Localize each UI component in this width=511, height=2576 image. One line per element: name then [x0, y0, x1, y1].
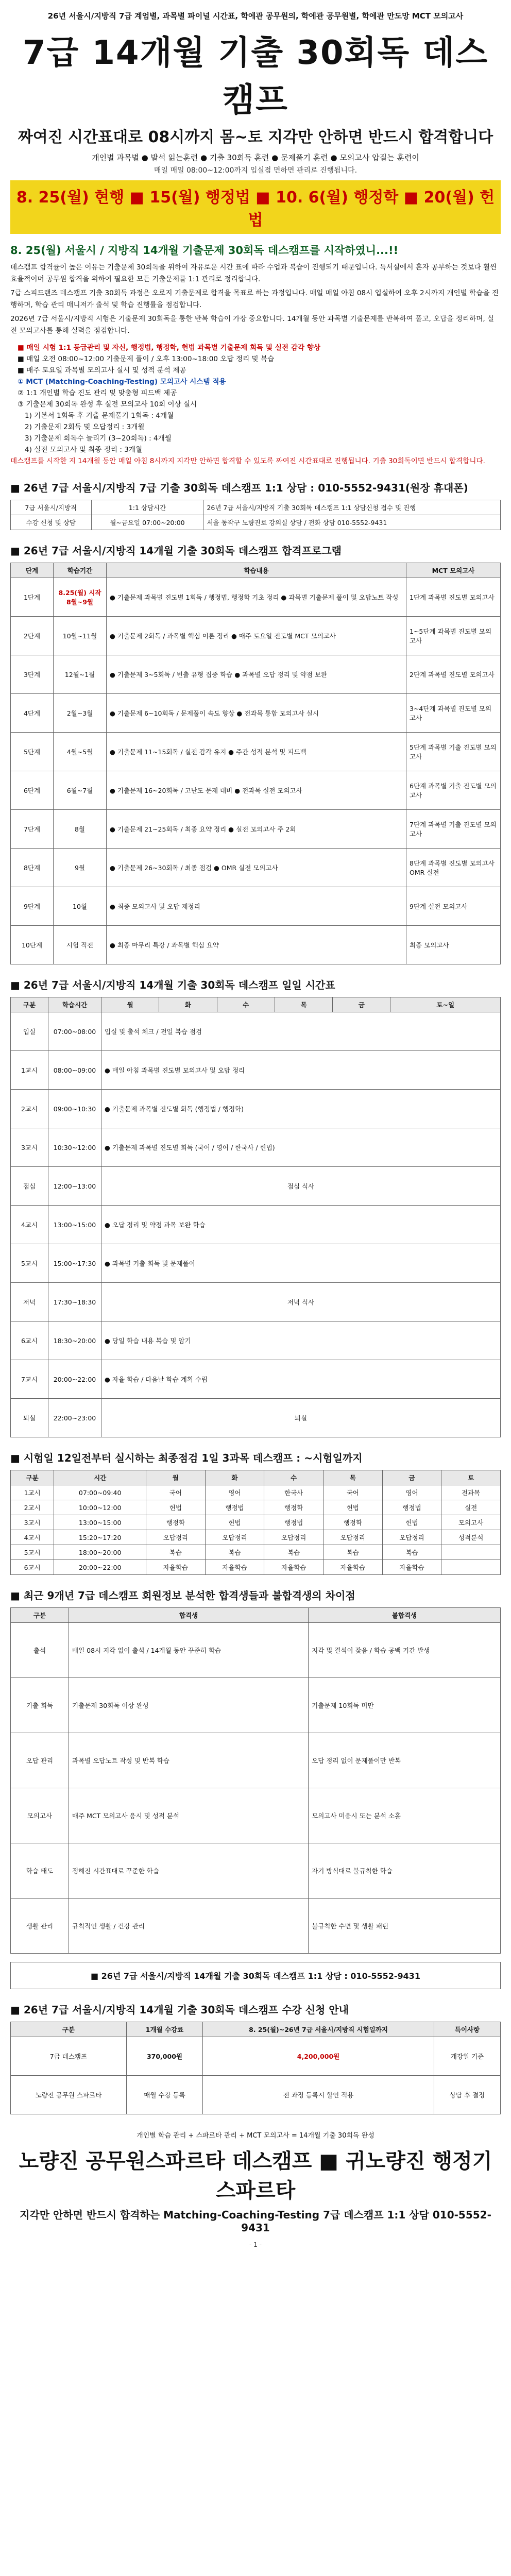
exam-table-heading: ■ 시험일 12일전부터 실시하는 최종점검 1일 3과목 데스캠프 : ~시험일까지 — [10, 1452, 363, 1464]
consult-box: ■ 26년 7급 서울시/지방직 14개월 기출 30회독 데스캠프 1:1 상담 : 010-5552-9431 — [10, 1962, 501, 1989]
table-row — [11, 1321, 501, 1360]
table-header: 구분 — [11, 1608, 69, 1623]
table-header: 구분 — [11, 2022, 127, 2037]
table-header: 특이사항 — [434, 2022, 500, 2037]
document-page — [10, 0, 501, 2248]
table-cell: 7교시 — [11, 1360, 48, 1399]
table-cell: 국어 — [323, 1485, 382, 1500]
table-cell: 12:00~13:00 — [48, 1167, 101, 1206]
table-row — [11, 771, 501, 810]
table-row — [11, 694, 501, 733]
table-cell: 전 과정 등록시 할인 적용 — [203, 2076, 434, 2114]
table-header: 합격생 — [69, 1608, 309, 1623]
table-header-row — [11, 563, 501, 578]
table-row — [11, 1843, 501, 1899]
consult-table-heading: ■ 26년 7급 서울시/지방직 7급 기출 30회독 데스캠프 1:1 상담 : 010-5552-9431(원장 휴대폰) — [10, 482, 468, 494]
table-cell: 서울 동작구 노량진로 강의실 상담 / 전화 상담 010-5552-9431 — [203, 515, 501, 530]
table-header-row — [11, 2022, 501, 2037]
page-subtitle: 짜여진 시간표대로 08시까지 몸~토 지각만 안하면 반드시 합격합니다 — [18, 128, 493, 146]
table-cell: 모의고사 — [11, 1788, 69, 1843]
table-cell: 시험 직전 — [54, 926, 107, 964]
table-row — [11, 2076, 501, 2114]
table-cell: ● 기출문제 21~25회독 / 최종 요약 정리 ● 실전 모의고사 주 2회 — [107, 810, 406, 849]
table-cell: ● 매일 아침 과목별 진도별 모의고사 및 오답 정리 — [101, 1051, 501, 1090]
table-cell: 영어 — [382, 1485, 441, 1500]
intro-item: ■ 매주 토요일 과목별 모의고사 실시 및 성적 분석 제공 — [18, 366, 186, 375]
fee-table-heading: ■ 26년 7급 서울시/지방직 14개월 기출 30회독 데스캠프 수강 신청 안내 — [10, 2004, 349, 2016]
table-cell: 4월~5월 — [54, 733, 107, 771]
table-cell: 6월~7월 — [54, 771, 107, 810]
table-cell: 행정학 — [146, 1515, 206, 1530]
table-cell: 9단계 실전 모의고사 — [406, 887, 501, 926]
table-cell: 10:00~12:00 — [54, 1500, 146, 1515]
intro-paragraph: 데스캠프 합격률이 높은 이유는 기출문제 30회독을 위하여 자유로운 시간 표에 따라 수업과 복습이 진행되기 때문입니다. 독서실에서 혼자 공부하는 것보다 훨씬 효율적이며 공무원 합격을 위하여 필요한 모든 기출문제를 1:1 관리로 정리합니다. — [10, 263, 497, 283]
table-header: 월 — [146, 1470, 206, 1485]
table-cell: 7단계 과목별 기출 진도별 모의고사 — [406, 810, 501, 849]
table-cell: 한국사 — [264, 1485, 323, 1500]
table-row — [11, 926, 501, 964]
table-row — [11, 1012, 501, 1051]
table-row — [11, 2037, 501, 2076]
compare-table-heading: ■ 최근 9개년 7급 데스캠프 회원정보 분석한 합격생들과 불합격생의 차이점 — [10, 1589, 355, 1602]
table-cell: ● 기출문제 과목별 진도별 회독 (국어 / 영어 / 한국사 / 헌법) — [101, 1128, 501, 1167]
table-cell — [441, 1560, 501, 1575]
table-cell: 10월 — [54, 887, 107, 926]
table-row — [11, 887, 501, 926]
table-header: 학습기간 — [54, 563, 107, 578]
intro-headline: 8. 25(월) 서울시 / 지방직 14개월 기출문제 30회독 데스캠프를 시작하였니...!! — [10, 244, 399, 257]
table-cell: 기출 회독 — [11, 1678, 69, 1733]
table-cell: 퇴실 — [101, 1399, 501, 1437]
daily-table-heading: ■ 26년 7급 서울시/지방직 14개월 기출 30회독 데스캠프 일일 시간표 — [10, 979, 335, 991]
intro-item: ■ 매일 오전 08:00~12:00 기출문제 풀이 / 오후 13:00~18:00 오답 정리 및 복습 — [18, 355, 275, 363]
table-header-row — [11, 1608, 501, 1623]
table-cell: 규칙적인 생활 / 건강 관리 — [69, 1899, 309, 1954]
table-cell: 9단계 — [11, 887, 54, 926]
table-row — [11, 1167, 501, 1206]
table-row — [11, 1899, 501, 1954]
table-cell: 영어 — [205, 1485, 264, 1500]
table-cell: 2교시 — [11, 1090, 48, 1128]
table-cell: 20:00~22:00 — [48, 1360, 101, 1399]
table-header: 목 — [275, 997, 332, 1012]
table-cell: 헌법 — [146, 1500, 206, 1515]
table-cell: 입실 — [11, 1012, 48, 1051]
table-cell: 출석 — [11, 1623, 69, 1678]
table-header: 금 — [382, 1470, 441, 1485]
exam-table — [10, 1470, 501, 1575]
table-cell: 370,000원 — [126, 2037, 202, 2076]
table-cell: 2교시 — [11, 1500, 54, 1515]
table-cell: ● 최종 마무리 특강 / 과목별 핵심 요약 — [107, 926, 406, 964]
table-cell: 정해진 시간표대로 꾸준한 학습 — [69, 1843, 309, 1899]
table-cell: ● 기출문제 3~5회독 / 빈출 유형 집중 학습 ● 과목별 오답 정리 및 약점 보완 — [107, 655, 406, 694]
table-cell: 오답 관리 — [11, 1733, 69, 1788]
table-cell: 07:00~09:40 — [54, 1485, 146, 1500]
table-cell: 5교시 — [11, 1244, 48, 1283]
table-cell: 오답정리 — [323, 1530, 382, 1545]
table-cell: 6교시 — [11, 1321, 48, 1360]
table-cell: ● 당일 학습 내용 복습 및 암기 — [101, 1321, 501, 1360]
table-cell: 4단계 — [11, 694, 54, 733]
table-cell: 자율학습 — [146, 1560, 206, 1575]
table-row — [11, 578, 501, 617]
table-cell: 13:00~15:00 — [48, 1206, 101, 1244]
table-cell: 2단계 — [11, 617, 54, 655]
footer-brand: 노량진 공무원스파르타 데스캠프 ■ 귀노량진 행정기스파르타 — [19, 2149, 492, 2202]
intro-item: ■ 매일 시험 1:1 등급관리 및 자신, 행정법, 행정학, 헌법 과목별 기출문제 회독 및 실전 감각 향상 — [18, 344, 321, 352]
table-row — [11, 1733, 501, 1788]
table-row — [11, 1623, 501, 1678]
table-cell: 8단계 — [11, 849, 54, 887]
table-cell: 복습 — [323, 1545, 382, 1560]
table-cell: 10단계 — [11, 926, 54, 964]
table-row — [11, 1360, 501, 1399]
table-cell: 자율학습 — [323, 1560, 382, 1575]
table-cell: 지각 및 결석이 잦음 / 학습 공백 기간 발생 — [309, 1623, 501, 1678]
table-row — [11, 1530, 501, 1545]
table-cell: 5교시 — [11, 1545, 54, 1560]
table-cell: 불규칙한 수면 및 생활 패턴 — [309, 1899, 501, 1954]
table-cell: 모의고사 미응시 또는 분석 소홀 — [309, 1788, 501, 1843]
daily-table — [10, 997, 501, 1437]
table-row — [11, 1283, 501, 1321]
table-cell: 퇴실 — [11, 1399, 48, 1437]
table-cell: 매월 수강 등록 — [126, 2076, 202, 2114]
notice-line: 개인별 과목별 ● 발석 읽는훈련 ● 기출 30회독 훈련 ● 문제풀기 훈련 ● 모의고사 압질는 훈련이 — [92, 153, 419, 162]
table-cell: 수강 신청 및 상담 — [11, 515, 92, 530]
table-cell: ● 기출문제 2회독 / 과목별 핵심 이론 정리 ● 매주 토요일 진도별 MCT 모의고사 — [107, 617, 406, 655]
table-cell: 오답정리 — [264, 1530, 323, 1545]
page-number: - 1 - — [249, 2241, 262, 2248]
table-cell: 08:00~09:00 — [48, 1051, 101, 1090]
table-header: 구분 — [11, 1470, 54, 1485]
table-row — [11, 1560, 501, 1575]
intro-item: ② 1:1 개인별 학습 진도 관리 및 맞춤형 피드백 제공 — [18, 389, 177, 397]
plan-table-heading: ■ 26년 7급 서울시/지방직 14개월 기출 30회독 데스캠프 합격프로그램 — [10, 545, 342, 557]
table-cell: 1:1 상담시간 — [91, 500, 203, 515]
compare-table — [10, 1607, 501, 1954]
table-cell: 모의고사 — [441, 1515, 501, 1530]
table-cell: 5단계 과목별 기출 진도별 모의고사 — [406, 733, 501, 771]
table-header: 화 — [205, 1470, 264, 1485]
table-cell: 매주 MCT 모의고사 응시 및 성적 분석 — [69, 1788, 309, 1843]
table-row — [11, 655, 501, 694]
table-header: 수 — [217, 997, 275, 1012]
intro-step: 1) 기본서 1회독 후 기출 문제풀기 1회독 : 4개월 — [25, 412, 174, 420]
table-cell: 2월~3월 — [54, 694, 107, 733]
table-cell: 행정법 — [264, 1515, 323, 1530]
table-row — [11, 1244, 501, 1283]
table-cell: 18:30~20:00 — [48, 1321, 101, 1360]
table-header: 수 — [264, 1470, 323, 1485]
table-cell: 행정법 — [205, 1500, 264, 1515]
table-cell: ● 최종 모의고사 및 오답 재정리 — [107, 887, 406, 926]
table-header: 8. 25(월)~26년 7급 서울시/지방직 시험일까지 — [203, 2022, 434, 2037]
table-header: 단계 — [11, 563, 54, 578]
table-cell: 오답정리 — [205, 1530, 264, 1545]
table-row — [11, 849, 501, 887]
table-cell: 17:30~18:30 — [48, 1283, 101, 1321]
table-cell: 6단계 — [11, 771, 54, 810]
table-cell: 입실 및 출석 체크 / 전일 복습 점검 — [101, 1012, 501, 1051]
table-header: 1개월 수강료 — [126, 2022, 202, 2037]
table-cell: 오답정리 — [382, 1530, 441, 1545]
table-cell: 자율학습 — [205, 1560, 264, 1575]
table-row — [11, 1090, 501, 1128]
table-header: 토 — [441, 1470, 501, 1485]
table-cell: 09:00~10:30 — [48, 1090, 101, 1128]
table-cell: 행정학 — [264, 1500, 323, 1515]
table-row — [11, 1515, 501, 1530]
table-cell: 1단계 — [11, 578, 54, 617]
table-cell: 전과목 — [441, 1485, 501, 1500]
footer-tagline: 지각만 안하면 반드시 합격하는 Matching-Coaching-Testing 7급 데스캠프 1:1 상담 010-5552-9431 — [20, 2209, 491, 2234]
table-header-row — [11, 1470, 501, 1485]
table-cell: 4교시 — [11, 1206, 48, 1244]
table-cell: 1단계 과목별 진도별 모의고사 — [406, 578, 501, 617]
table-cell: 자율학습 — [382, 1560, 441, 1575]
intro-step: 2) 기출문제 2회독 및 오답정리 : 3개월 — [25, 423, 145, 431]
table-cell: 생활 관리 — [11, 1899, 69, 1954]
table-cell: ● 오답 정리 및 약점 과목 보완 학습 — [101, 1206, 501, 1244]
fee-table — [10, 2022, 501, 2114]
intro-paragraph: 7급 스피드랜즈 데스캠프 기출 30회독 과정은 오로지 기출문제로 합격을 목표로 하는 과정입니다. 매일 매일 아침 08시 입실하여 오후 2시까지 개인별 학습을 진행하며, 학습 관리 매니저가 출석 및 학습 진행률을 점검합니다. — [10, 289, 499, 309]
intro-step: 4) 실전 모의고사 및 최종 정리 : 3개월 — [25, 446, 143, 454]
table-row — [11, 500, 501, 515]
intro-closing: 데스캠프를 시작한 지 14개월 동안 매일 아침 8시까지 지각만 안하면 합격할 수 있도록 짜여진 시간표대로 진행됩니다. 기출 30회독이면 반드시 합격합니다. — [10, 457, 485, 465]
table-cell: 최종 모의고사 — [406, 926, 501, 964]
table-header: MCT 모의고사 — [406, 563, 501, 578]
table-cell: 과목별 오답노트 작성 및 반복 학습 — [69, 1733, 309, 1788]
table-cell: 노량진 공무원 스파르타 — [11, 2076, 127, 2114]
table-cell: 오답 정리 없이 문제풀이만 반복 — [309, 1733, 501, 1788]
table-cell: 복습 — [205, 1545, 264, 1560]
table-row — [11, 1128, 501, 1167]
table-header-row — [11, 997, 501, 1012]
table-cell: 학습 태도 — [11, 1843, 69, 1899]
table-cell: 3단계 — [11, 655, 54, 694]
table-cell: 기출문제 30회독 이상 완성 — [69, 1678, 309, 1733]
table-cell: 8.25(월) 시작 8월~9월 — [54, 578, 107, 617]
table-cell: 매일 08시 지각 없이 출석 / 14개월 동안 꾸준히 학습 — [69, 1623, 309, 1678]
table-cell: 3~4단계 과목별 진도별 모의고사 — [406, 694, 501, 733]
table-row — [11, 1500, 501, 1515]
table-cell: 2단계 과목별 진도별 모의고사 — [406, 655, 501, 694]
table-header: 시간 — [54, 1470, 146, 1485]
table-row — [11, 515, 501, 530]
table-cell: 저녁 식사 — [101, 1283, 501, 1321]
table-cell: 복습 — [146, 1545, 206, 1560]
table-cell: 헌법 — [323, 1500, 382, 1515]
table-cell: 10:30~12:00 — [48, 1128, 101, 1167]
intro-item: ① MCT (Matching-Coaching-Testing) 모의고사 시스템 적용 — [18, 378, 226, 386]
table-cell: 8월 — [54, 810, 107, 849]
table-cell: 1교시 — [11, 1485, 54, 1500]
table-row — [11, 733, 501, 771]
table-cell: ● 기출문제 과목별 진도별 회독 (행정법 / 행정학) — [101, 1090, 501, 1128]
table-cell: 1~5단계 과목별 진도별 모의고사 — [406, 617, 501, 655]
table-cell: ● 기출문제 26~30회독 / 최종 점검 ● OMR 실전 모의고사 — [107, 849, 406, 887]
table-cell: 국어 — [146, 1485, 206, 1500]
table-cell: 7급 데스캠프 — [11, 2037, 127, 2076]
table-cell: 10월~11월 — [54, 617, 107, 655]
table-cell: 복습 — [264, 1545, 323, 1560]
table-cell: 점심 식사 — [101, 1167, 501, 1206]
table-cell: 15:20~17:20 — [54, 1530, 146, 1545]
table-row — [11, 617, 501, 655]
table-cell: 7단계 — [11, 810, 54, 849]
table-row — [11, 1399, 501, 1437]
table-cell: 행정학 — [323, 1515, 382, 1530]
table-cell: 헌법 — [382, 1515, 441, 1530]
table-cell: 1교시 — [11, 1051, 48, 1090]
table-header: 불합격생 — [309, 1608, 501, 1623]
table-header: 월 — [101, 997, 159, 1012]
table-cell: 15:00~17:30 — [48, 1244, 101, 1283]
table-cell: 월~금요일 07:00~20:00 — [91, 515, 203, 530]
table-cell: 12월~1월 — [54, 655, 107, 694]
table-cell: 6단계 과목별 기출 진도별 모의고사 — [406, 771, 501, 810]
intro-paragraph: 2026년 7급 서울시/지방직 시험은 기출문제 30회독을 통한 반복 학습이 가장 중요합니다. 14개월 동안 과목별 기출문제를 반복하여 풀고, 오답을 정리하며, 실전 모의고사를 통해 실력을 점검합니다. — [10, 315, 495, 335]
table-cell: 22:00~23:00 — [48, 1399, 101, 1437]
table-cell: 26년 7급 서울시/지방직 기출 30회독 데스캠프 1:1 상담신청 접수 및 진행 — [203, 500, 501, 515]
table-cell: ● 기출문제 과목별 진도별 1회독 / 행정법, 행정학 기초 정리 ● 과목별 기출문제 풀이 및 오답노트 작성 — [107, 578, 406, 617]
table-cell: ● 과목별 기출 회독 및 문제풀이 — [101, 1244, 501, 1283]
table-cell: 저녁 — [11, 1283, 48, 1321]
plan-table — [10, 563, 501, 964]
table-cell: 성적분석 — [441, 1530, 501, 1545]
table-row — [11, 1678, 501, 1733]
table-cell: 3교시 — [11, 1515, 54, 1530]
table-cell: 13:00~15:00 — [54, 1515, 146, 1530]
table-cell: 자기 방식대로 불규칙한 학습 — [309, 1843, 501, 1899]
page-title: 7급 14개월 기출 30회독 데스캠프 — [22, 34, 489, 120]
table-cell: 실전 — [441, 1500, 501, 1515]
table-row — [11, 1485, 501, 1500]
table-cell: 점심 — [11, 1167, 48, 1206]
table-header: 구분 — [11, 997, 48, 1012]
schedule-banner: 8. 25(월) 현행 ■ 15(월) 행정법 ■ 10. 6(월) 행정학 ■ 20(월) 헌법 — [10, 180, 501, 234]
table-cell: 3교시 — [11, 1128, 48, 1167]
table-row — [11, 1788, 501, 1843]
table-header: 학습내용 — [107, 563, 406, 578]
table-cell — [441, 1545, 501, 1560]
table-cell: ● 기출문제 11~15회독 / 실전 감각 유지 ● 주간 성적 분석 및 피드백 — [107, 733, 406, 771]
table-cell: 복습 — [382, 1545, 441, 1560]
table-cell: 9월 — [54, 849, 107, 887]
table-cell: 자율학습 — [264, 1560, 323, 1575]
table-row — [11, 1206, 501, 1244]
table-cell: 4,200,000원 — [203, 2037, 434, 2076]
table-header: 토~일 — [390, 997, 501, 1012]
table-cell: 오답정리 — [146, 1530, 206, 1545]
hours-line: 매일 매일 08:00~12:00까지 입실점 면하면 관리로 진행됩니다. — [154, 166, 357, 175]
table-cell: 기출문제 10회독 미만 — [309, 1678, 501, 1733]
table-cell: 20:00~22:00 — [54, 1560, 146, 1575]
table-header: 금 — [333, 997, 390, 1012]
table-cell: ● 자율 학습 / 다음날 학습 계획 수립 — [101, 1360, 501, 1399]
table-cell: 상담 후 결정 — [434, 2076, 500, 2114]
table-cell: ● 기출문제 6~10회독 / 문제풀이 속도 향상 ● 전과목 통합 모의고사 실시 — [107, 694, 406, 733]
table-cell: 8단계 과목별 진도별 모의고사 OMR 실전 — [406, 849, 501, 887]
topline: 26년 서울시/지방직 7급 계엄별, 과목별 파이널 시간표, 학에관 공무원의, 학에관 공무원별, 학에관 만도망 MCT 모의고사 — [47, 11, 464, 21]
intro-item: ③ 기출문제 30회독 완성 후 실전 모의고사 10회 이상 실시 — [18, 400, 197, 409]
intro-step: 3) 기출문제 회독수 늘리기 (3~20회독) : 4개월 — [25, 434, 172, 443]
footer-note: 개인별 학습 관리 + 스파르타 관리 + MCT 모의고사 = 14개월 기출 30회독 완성 — [137, 2132, 374, 2140]
table-header: 목 — [323, 1470, 382, 1485]
table-cell: 7급 서울시/지방직 — [11, 500, 92, 515]
table-header: 학습시간 — [48, 997, 101, 1012]
table-cell: 6교시 — [11, 1560, 54, 1575]
table-cell: 행정법 — [382, 1500, 441, 1515]
table-cell: ● 기출문제 16~20회독 / 고난도 문제 대비 ● 전과목 실전 모의고사 — [107, 771, 406, 810]
table-header: 화 — [159, 997, 217, 1012]
table-cell: 5단계 — [11, 733, 54, 771]
table-cell: 4교시 — [11, 1530, 54, 1545]
table-row — [11, 1545, 501, 1560]
table-row — [11, 810, 501, 849]
table-row — [11, 1051, 501, 1090]
table-cell: 개강일 기준 — [434, 2037, 500, 2076]
consult-table — [10, 500, 501, 530]
table-cell: 헌법 — [205, 1515, 264, 1530]
table-cell: 07:00~08:00 — [48, 1012, 101, 1051]
table-cell: 18:00~20:00 — [54, 1545, 146, 1560]
